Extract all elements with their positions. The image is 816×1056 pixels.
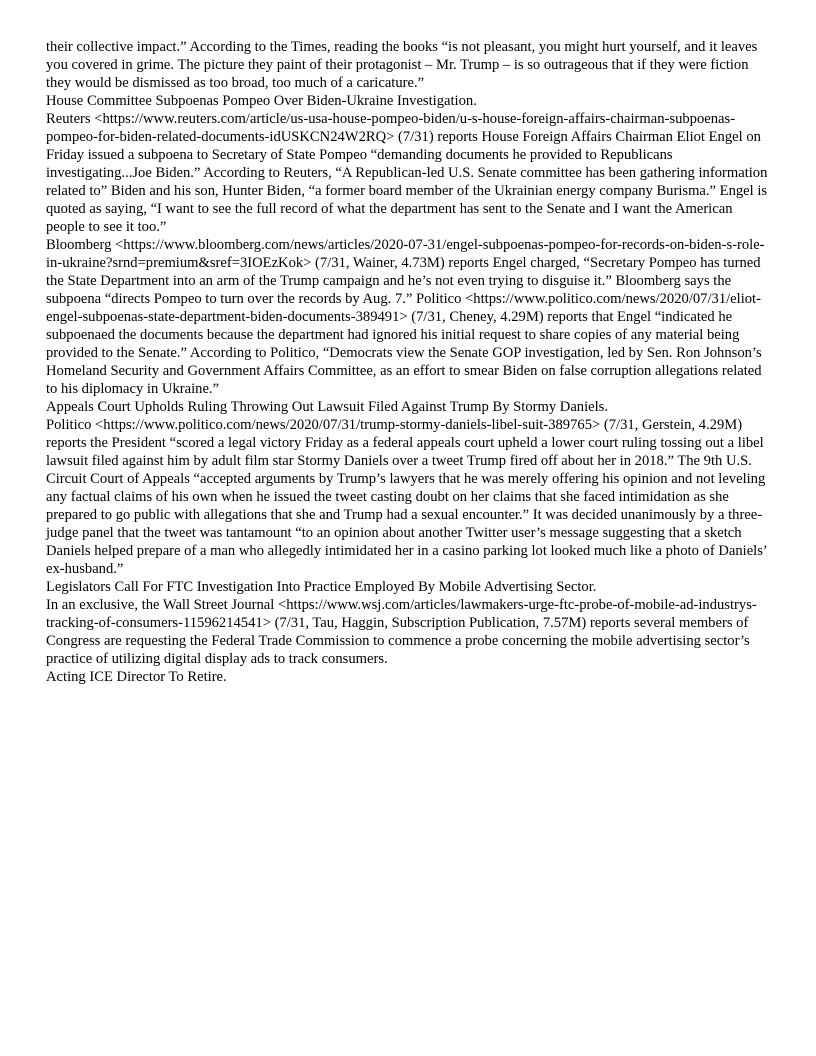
paragraph-politico-daniels: Politico <https://www.politico.com/news/2020/07/31/trump-stormy-daniels-libel-suit-389765> (7/31, Gerstein, 4.29M) reports the President “scored a legal victory Friday as a federal appeals court upheld a lower court ruling tossing out a libel lawsuit filed against him by adult film star Stormy Daniels over a tweet Trump fired off about her in 2018.” The 9th U.S. Circuit Court of Appeals “accepted arguments by Trump’s lawyers that he was merely offering his opinion and not leveling any factual claims of his own when he issued the tweet casting doubt on her claims that she faced intimidation as she prepared to go public with allegations that she and Trump had a sexual encounter.” It was decided unanimously by a three-judge panel that the tweet was tantamount “to an opinion about another Twitter user’s message suggesting that a sketch Daniels helped prepare of a man who allegedly intimidated her in a casino parking lot looked much like a photo of Daniels’ ex-husband.” [46, 417, 767, 577]
headline-ice-director: Acting ICE Director To Retire. [46, 669, 227, 685]
paragraph-bloomberg-politico: Bloomberg <https://www.bloomberg.com/news/articles/2020-07-31/engel-subpoenas-pompeo-for-records-on-biden-s-role-in-ukraine?srnd=premium&sref=3IOEzKok> (7/31, Wainer, 4.73M) reports Engel charged, “Secretary Pompeo has turned the State Department into an arm of the Trump campaign and he’s not even trying to disguise it.” Bloomberg says the subpoena “directs Pompeo to turn over the records by Aug. 7.” Politico <https://www.politico.com/news/2020/07/31/eliot-engel-subpoenas-state-department-biden-documents-389491> (7/31, Cheney, 4.29M) reports that Engel “indicated he subpoenaed the documents because the department had ignored his initial request to share copies of any material being provided to the Senate.” According to Politico, “Democrats view the Senate GOP investigation, led by Sen. Ron Johnson’s Homeland Security and Government Affairs Committee, as an effort to smear Biden on false corruption allegations related to his diplomacy in Ukraine.” [46, 237, 765, 397]
paragraph-reuters: Reuters <https://www.reuters.com/article/us-usa-house-pompeo-biden/u-s-house-foreign-affairs-chairman-subpoenas-pompeo-for-biden-related-documents-idUSKCN24W2RQ> (7/31) reports House Foreign Affairs Chairman Eliot Engel on Friday issued a subpoena to Secretary of State Pompeo “demanding documents he provided to Republicans investigating...Joe Biden.” According to Reuters, “A Republican-led U.S. Senate committee has been gathering information related to” Biden and his son, Hunter Biden, “a former board member of the Ukrainian energy company Burisma.” Engel is quoted as saying, “I want to see the full record of what the department has sent to the Senate and I want the American people to see it too.” [46, 111, 768, 235]
headline-ftc-investigation: Legislators Call For FTC Investigation Into Practice Employed By Mobile Advertising Sector. [46, 579, 597, 595]
headline-stormy-daniels: Appeals Court Upholds Ruling Throwing Out Lawsuit Filed Against Trump By Stormy Daniels. [46, 399, 609, 415]
paragraph-times-review: their collective impact.” According to the Times, reading the books “is not pleasant, you might hurt yourself, and it leaves you covered in grime. The picture they paint of their protagonist – Mr. Trump – is so outrageous that if they were fiction they would be dismissed as too broad, too much of a caricature.” [46, 39, 758, 91]
document-page [46, 38, 774, 686]
paragraph-wsj: In an exclusive, the Wall Street Journal <https://www.wsj.com/articles/lawmakers-urge-ftc-probe-of-mobile-ad-industrys-tracking-of-consumers-11596214541> (7/31, Tau, Haggin, Subscription Publication, 7.57M) reports several members of Congress are requesting the Federal Trade Commission to commence a probe concerning the mobile advertising sector’s practice of utilizing digital display ads to track consumers. [46, 597, 757, 667]
headline-pompeo-subpoena: House Committee Subpoenas Pompeo Over Biden-Ukraine Investigation. [46, 93, 477, 109]
